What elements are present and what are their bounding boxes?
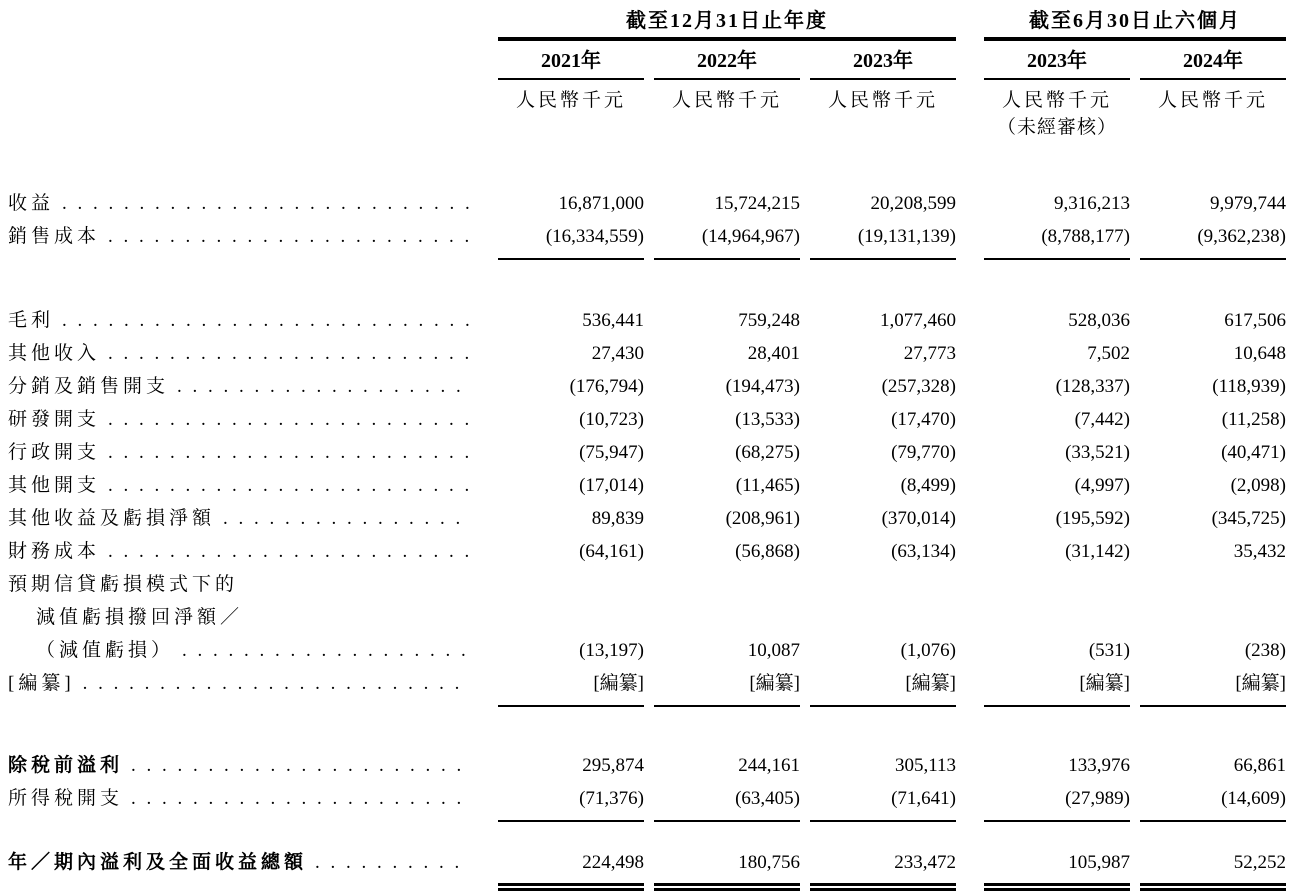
cell-value: (9,362,238) — [1140, 220, 1286, 260]
column-unit: 人民幣千元 — [515, 90, 626, 111]
dot-leader — [131, 749, 471, 782]
cell-value: 133,976 — [1068, 755, 1130, 776]
row-distribution-selling-expenses — [8, 370, 1286, 403]
cell-value: 224,498 — [498, 846, 644, 891]
cell-value: 16,871,000 — [558, 193, 644, 214]
row-income-tax-expense — [8, 782, 1286, 822]
cell-value: (40,471) — [1221, 442, 1286, 463]
row-label: 減值虧損撥回淨額／ — [36, 607, 244, 628]
cell-value: (370,014) — [881, 508, 956, 529]
cell-value: (71,641) — [810, 782, 956, 822]
row-label: 所得稅開支 — [8, 788, 124, 809]
cell-value: (4,997) — [1074, 475, 1130, 496]
row-rd-expenses — [8, 403, 1286, 436]
cell-value: [編纂] — [654, 667, 800, 707]
row-other-gains-losses-net — [8, 502, 1286, 535]
row-admin-expenses — [8, 436, 1286, 469]
cell-value: (71,376) — [498, 782, 644, 822]
cell-value: (14,609) — [1140, 782, 1286, 822]
cell-value: 10,087 — [747, 640, 800, 661]
cell-value: (128,337) — [1055, 376, 1130, 397]
dot-leader — [177, 370, 471, 403]
cell-value: 617,506 — [1224, 310, 1286, 331]
cell-value: [編纂] — [810, 667, 956, 707]
cell-value: 244,161 — [738, 755, 800, 776]
cell-value: (345,725) — [1211, 508, 1286, 529]
dot-leader — [182, 634, 471, 667]
row-label: 行政開支 — [8, 442, 101, 463]
header-years — [8, 41, 1286, 80]
spacer — [8, 707, 1286, 749]
cell-value: (33,521) — [1065, 442, 1130, 463]
cell-value: 20,208,599 — [870, 193, 956, 214]
cell-value: 89,839 — [591, 508, 644, 529]
row-label: 分銷及銷售開支 — [8, 376, 170, 397]
cell-value: (195,592) — [1055, 508, 1130, 529]
cell-value: 105,987 — [984, 846, 1130, 891]
cell-value: 9,316,213 — [1054, 193, 1130, 214]
cell-value: (176,794) — [569, 376, 644, 397]
dot-leader — [315, 846, 471, 879]
spacer — [8, 260, 1286, 304]
row-label: 毛利 — [8, 310, 55, 331]
row-label: 其他收入 — [8, 343, 101, 364]
row-label: [編纂] — [8, 673, 75, 694]
row-ecl-label-line2 — [8, 601, 1286, 634]
row-label: 其他收益及虧損淨額 — [8, 508, 216, 529]
cell-value: 10,648 — [1233, 343, 1286, 364]
dot-leader — [108, 220, 471, 253]
row-label: 研發開支 — [8, 409, 101, 430]
cell-value: (14,964,967) — [654, 220, 800, 260]
cell-value: (79,770) — [891, 442, 956, 463]
cell-value: (13,197) — [579, 640, 644, 661]
dot-leader — [131, 782, 471, 815]
row-label: 預期信貸虧損模式下的 — [8, 574, 239, 595]
cell-value: 536,441 — [582, 310, 644, 331]
row-cost-of-sales — [8, 220, 1286, 260]
cell-value: 295,874 — [582, 755, 644, 776]
cell-value: (8,788,177) — [984, 220, 1130, 260]
cell-value: (63,405) — [654, 782, 800, 822]
column-unit: 人民幣千元 — [1001, 90, 1112, 111]
dot-leader — [108, 436, 471, 469]
row-label: 銷售成本 — [8, 226, 101, 247]
row-total-profit-comprehensive-income — [8, 846, 1286, 891]
cell-value: 27,430 — [591, 343, 644, 364]
column-year: 2022年 — [654, 41, 800, 80]
row-label: 除稅前溢利 — [8, 755, 124, 776]
cell-value: (11,258) — [1221, 409, 1286, 430]
cell-value: (238) — [1244, 640, 1286, 661]
cell-value: (63,134) — [891, 541, 956, 562]
period-group-interim: 截至6月30日止六個月 — [984, 8, 1286, 41]
cell-value: (1,076) — [900, 640, 956, 661]
row-label: 收益 — [8, 193, 55, 214]
dot-leader — [108, 403, 471, 436]
cell-value: (16,334,559) — [498, 220, 644, 260]
row-label: 財務成本 — [8, 541, 101, 562]
column-year: 2023年 — [984, 41, 1130, 80]
cell-value: (31,142) — [1065, 541, 1130, 562]
cell-value: (68,275) — [735, 442, 800, 463]
cell-value: [編纂] — [1140, 667, 1286, 707]
row-ecl-label-line1 — [8, 568, 1286, 601]
spacer — [8, 141, 1286, 187]
row-profit-before-tax — [8, 749, 1286, 782]
cell-value: 233,472 — [810, 846, 956, 891]
cell-value: 180,756 — [654, 846, 800, 891]
cell-value: (11,465) — [735, 475, 800, 496]
header-units — [8, 80, 1286, 114]
cell-value: (56,868) — [735, 541, 800, 562]
row-gross-profit — [8, 304, 1286, 337]
cell-value: (7,442) — [1074, 409, 1130, 430]
dot-leader — [83, 667, 471, 700]
row-other-expenses — [8, 469, 1286, 502]
cell-value: (118,939) — [1212, 376, 1286, 397]
cell-value: 66,861 — [1233, 755, 1286, 776]
cell-value: (208,961) — [725, 508, 800, 529]
cell-value: (2,098) — [1230, 475, 1286, 496]
period-group-annual: 截至12月31日止年度 — [498, 8, 956, 41]
column-unit: 人民幣千元 — [1157, 90, 1268, 111]
spacer — [8, 822, 1286, 846]
dot-leader — [108, 469, 471, 502]
dot-leader — [108, 535, 471, 568]
dot-leader — [62, 187, 471, 220]
cell-value: (257,328) — [881, 376, 956, 397]
cell-value: 35,432 — [1233, 541, 1286, 562]
cell-value: (10,723) — [579, 409, 644, 430]
cell-value: 7,502 — [1087, 343, 1130, 364]
cell-value: (75,947) — [579, 442, 644, 463]
cell-value: 759,248 — [738, 310, 800, 331]
cell-value: (194,473) — [725, 376, 800, 397]
column-year: 2023年 — [810, 41, 956, 80]
row-label: 年／期內溢利及全面收益總額 — [8, 852, 308, 873]
cell-value: (19,131,139) — [810, 220, 956, 260]
cell-value: (531) — [1088, 640, 1130, 661]
cell-value: [編纂] — [498, 667, 644, 707]
dot-leader — [223, 502, 471, 535]
cell-value: 27,773 — [903, 343, 956, 364]
column-unit: 人民幣千元 — [671, 90, 782, 111]
row-redacted — [8, 667, 1286, 707]
cell-value: (64,161) — [579, 541, 644, 562]
column-year: 2021年 — [498, 41, 644, 80]
cell-value: 305,113 — [894, 755, 956, 776]
cell-value: 9,979,744 — [1210, 193, 1286, 214]
cell-value: 52,252 — [1140, 846, 1286, 891]
row-label: 其他開支 — [8, 475, 101, 496]
cell-value: 15,724,215 — [714, 193, 800, 214]
cell-value: 28,401 — [747, 343, 800, 364]
cell-value: (8,499) — [900, 475, 956, 496]
cell-value: (17,014) — [579, 475, 644, 496]
row-other-income — [8, 337, 1286, 370]
cell-value: 1,077,460 — [880, 310, 956, 331]
column-note-unaudited: （未經審核） — [996, 117, 1117, 138]
cell-value: (13,533) — [735, 409, 800, 430]
cell-value: (17,470) — [891, 409, 956, 430]
row-revenue — [8, 187, 1286, 220]
row-finance-costs — [8, 535, 1286, 568]
row-label: （減值虧損） — [36, 640, 175, 661]
column-unit: 人民幣千元 — [827, 90, 938, 111]
cell-value: [編纂] — [984, 667, 1130, 707]
row-ecl-impairment-values — [8, 634, 1286, 667]
header-notes — [8, 114, 1286, 141]
dot-leader — [108, 337, 471, 370]
dot-leader — [62, 304, 471, 337]
column-year: 2024年 — [1140, 41, 1286, 80]
header-period-groups — [8, 8, 1286, 41]
cell-value: (27,989) — [984, 782, 1130, 822]
cell-value: 528,036 — [1068, 310, 1130, 331]
